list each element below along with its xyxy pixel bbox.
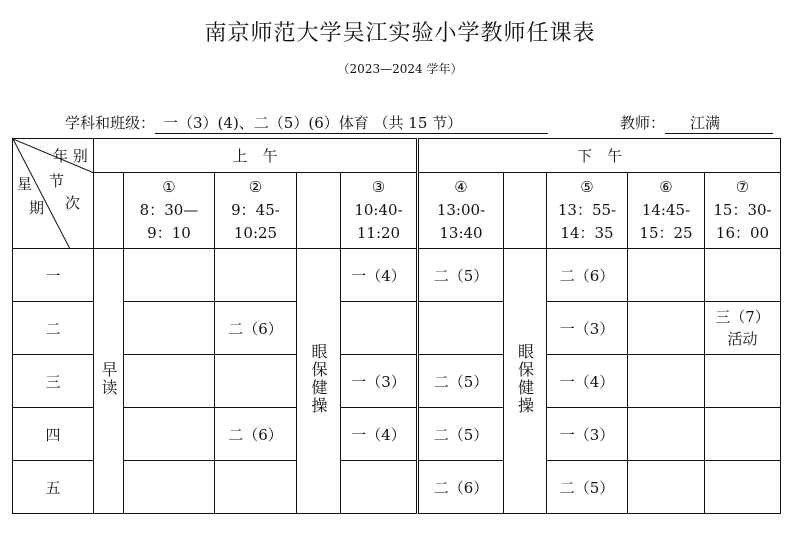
corner-day-label-top: 星 (17, 175, 33, 193)
morning-reading-cell: 早读 (94, 249, 124, 514)
class-cell (705, 408, 781, 461)
slot-header-2: ② 9：45- 10:25 (215, 173, 297, 249)
corner-sub-label: 次 (65, 194, 81, 212)
eye-exercise-cell-2: 眼保健操 (504, 249, 547, 514)
day-label: 五 (13, 461, 94, 514)
class-cell (628, 249, 705, 302)
teacher-info (620, 112, 773, 134)
early-slot-header (94, 173, 124, 249)
class-cell: 一（4） (341, 249, 418, 302)
morning-header: 上 午 (94, 139, 418, 173)
subject-label: 学科和班级： (65, 114, 156, 132)
class-cell (124, 461, 215, 514)
class-cell (418, 302, 504, 355)
activity-cell: 三（7） 活动 (705, 302, 781, 355)
class-cell (124, 302, 215, 355)
teacher-label: 教师： (620, 114, 666, 132)
class-cell: 一（4） (341, 408, 418, 461)
class-cell (705, 461, 781, 514)
class-cell (628, 408, 705, 461)
class-cell: 二（5） (547, 461, 628, 514)
class-cell: 二（6） (215, 408, 297, 461)
subject-value: 一（3）(4)、二（5）(6）体育 （共 15 节） (155, 112, 548, 134)
class-cell (628, 461, 705, 514)
class-cell (215, 461, 297, 514)
corner-period-label: 节 (49, 172, 65, 190)
slot-header-4: ④ 13:00- 13:40 (418, 173, 504, 249)
class-cell (124, 408, 215, 461)
corner-grade-label: 年 别 (53, 147, 88, 165)
class-cell (341, 302, 418, 355)
page-title: 南京师范大学吴江实验小学教师任课表 (204, 21, 596, 46)
corner-day-label-bottom: 期 (29, 199, 45, 217)
class-cell: 二（5） (418, 408, 504, 461)
table-row (13, 461, 781, 514)
teacher-name: 江满 (665, 112, 773, 134)
slot-header-6: ⑥ 14:45- 15：25 (628, 173, 705, 249)
eye-exercise-header-2 (504, 173, 547, 249)
class-cell: 一（4） (547, 355, 628, 408)
class-cell: 二（5） (418, 249, 504, 302)
eye-exercise-header-1 (297, 173, 341, 249)
day-label: 四 (13, 408, 94, 461)
table-row (13, 355, 781, 408)
class-cell: 一（3） (547, 408, 628, 461)
class-cell (124, 249, 215, 302)
class-cell: 二（6） (215, 302, 297, 355)
class-cell (628, 355, 705, 408)
class-cell (124, 355, 215, 408)
class-cell: 一（3） (341, 355, 418, 408)
subject-info (65, 112, 548, 134)
table-row (13, 302, 781, 355)
eye-exercise-cell-1: 眼保健操 (297, 249, 341, 514)
school-year: （2023—2024 学年） (337, 62, 463, 76)
class-cell (705, 249, 781, 302)
class-cell (628, 302, 705, 355)
class-cell: 二（6） (547, 249, 628, 302)
class-cell (341, 461, 418, 514)
class-cell (215, 249, 297, 302)
table-row (13, 408, 781, 461)
slot-header-5: ⑤ 13：55- 14：35 (547, 173, 628, 249)
class-cell: 二（5） (418, 355, 504, 408)
slot-header-7: ⑦ 15：30- 16：00 (705, 173, 781, 249)
day-label: 二 (13, 302, 94, 355)
class-cell (215, 355, 297, 408)
slot-header-3: ③ 10:40- 11:20 (341, 173, 418, 249)
table-row (13, 249, 781, 302)
class-cell (705, 355, 781, 408)
day-label: 一 (13, 249, 94, 302)
afternoon-header: 下 午 (418, 139, 781, 173)
class-cell: 一（3） (547, 302, 628, 355)
schedule-table (12, 138, 781, 514)
slot-header-1: ① 8：30— 9：10 (124, 173, 215, 249)
header-corner (13, 139, 94, 249)
class-cell: 二（6） (418, 461, 504, 514)
day-label: 三 (13, 355, 94, 408)
